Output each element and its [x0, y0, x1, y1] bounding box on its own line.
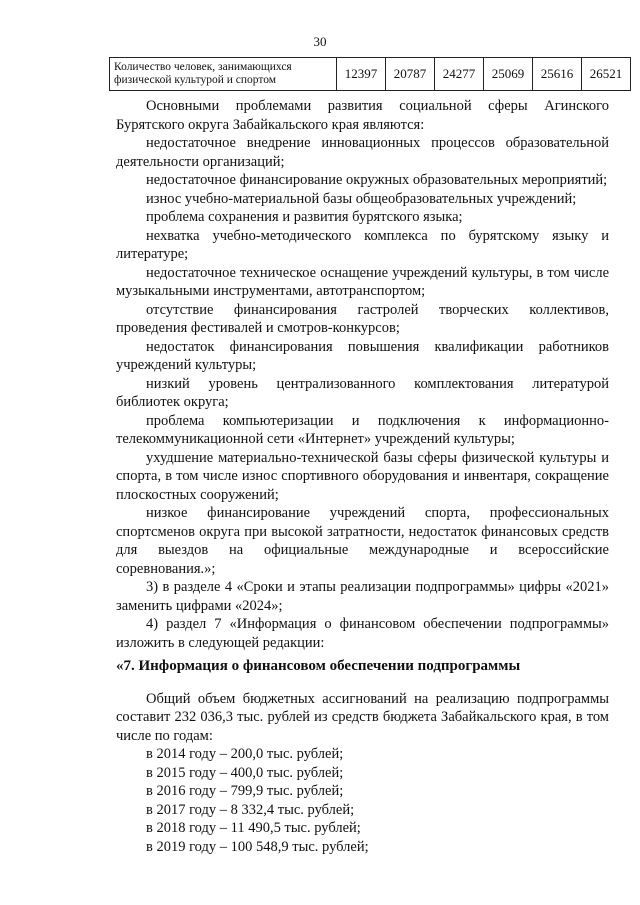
- paragraph: проблема сохранения и развития бурятского языка;: [146, 209, 463, 225]
- paragraph: низкий уровень централизованного комплектования литературой библиотек округа;: [116, 375, 609, 410]
- table-cell: 26521: [582, 58, 631, 91]
- paragraph: 4) раздел 7 «Информация о финансовом обеспечении подпрограммы» изложить в следующей редакции:: [116, 616, 609, 651]
- year-funding-line: в 2018 году – 11 490,5 тыс. рублей;: [146, 820, 361, 836]
- paragraph: Основными проблемами развития социальной сферы Агинского Бурятского округа Забайкальского края являются:: [116, 98, 609, 133]
- table-cell: 24277: [435, 58, 484, 91]
- table-cell: 25069: [484, 58, 533, 91]
- table-row: [110, 58, 631, 91]
- statistics-table: [109, 57, 631, 91]
- section-heading: «7. Информация о финансовом обеспечении подпрограммы: [116, 658, 521, 674]
- paragraph: недостаточное техническое оснащение учреждений культуры, в том числе музыкальными инструментами, автотранспортом;: [116, 264, 609, 299]
- paragraph: низкое финансирование учреждений спорта, профессиональных спортсменов округа при высокой затратности, недостаток финансовых средств для выездов на официальные международные и всероссийские соревнования.»;: [116, 505, 609, 577]
- paragraph: проблема компьютеризации и подключения к информационно-телекоммуникационной сети «Интернет» учреждений культуры;: [116, 412, 609, 447]
- paragraph: нехватка учебно-методического комплекса по бурятскому языку и литературе;: [116, 227, 609, 262]
- document-body: [116, 97, 609, 856]
- funding-intro: Общий объем бюджетных ассигнований на реализацию подпрограммы составит 232 036,3 тыс. рублей из средств бюджета Забайкальского края, в том числе по годам:: [116, 690, 609, 744]
- year-funding-line: в 2016 году – 799,9 тыс. рублей;: [146, 783, 344, 799]
- year-funding-line: в 2017 году – 8 332,4 тыс. рублей;: [146, 801, 355, 818]
- paragraph: недостаточное внедрение инновационных процессов образовательной деятельности организаций;: [116, 135, 609, 170]
- paragraph: недостаточное финансирование окружных образовательных мероприятий;: [146, 172, 608, 188]
- table-row-label: Количество человек, занимающихся физической культурой и спортом: [110, 58, 337, 91]
- paragraph: отсутствие финансирования гастролей творческих коллективов, проведения фестивалей и смотров-конкурсов;: [116, 301, 609, 336]
- year-funding-line: в 2019 году – 100 548,9 тыс. рублей;: [146, 838, 369, 855]
- paragraph: недостаток финансирования повышения квалификации работников учреждений культуры;: [116, 338, 609, 373]
- paragraph: ухудшение материально-технической базы сферы физической культуры и спорта, в том числе износ спортивного оборудования и инвентаря, сокращение плоскостных сооружений;: [116, 449, 609, 503]
- table-cell: 12397: [337, 58, 386, 91]
- page-number: 30: [313, 34, 327, 49]
- paragraph: 3) в разделе 4 «Сроки и этапы реализации подпрограммы» цифры «2021» заменить цифрами «2024»;: [116, 579, 609, 614]
- year-funding-line: в 2015 году – 400,0 тыс. рублей;: [146, 764, 344, 781]
- table-cell: 20787: [386, 58, 435, 91]
- paragraph: износ учебно-материальной базы общеобразовательных учреждений;: [146, 190, 577, 207]
- table-cell: 25616: [533, 58, 582, 91]
- year-funding-line: в 2014 году – 200,0 тыс. рублей;: [146, 746, 344, 762]
